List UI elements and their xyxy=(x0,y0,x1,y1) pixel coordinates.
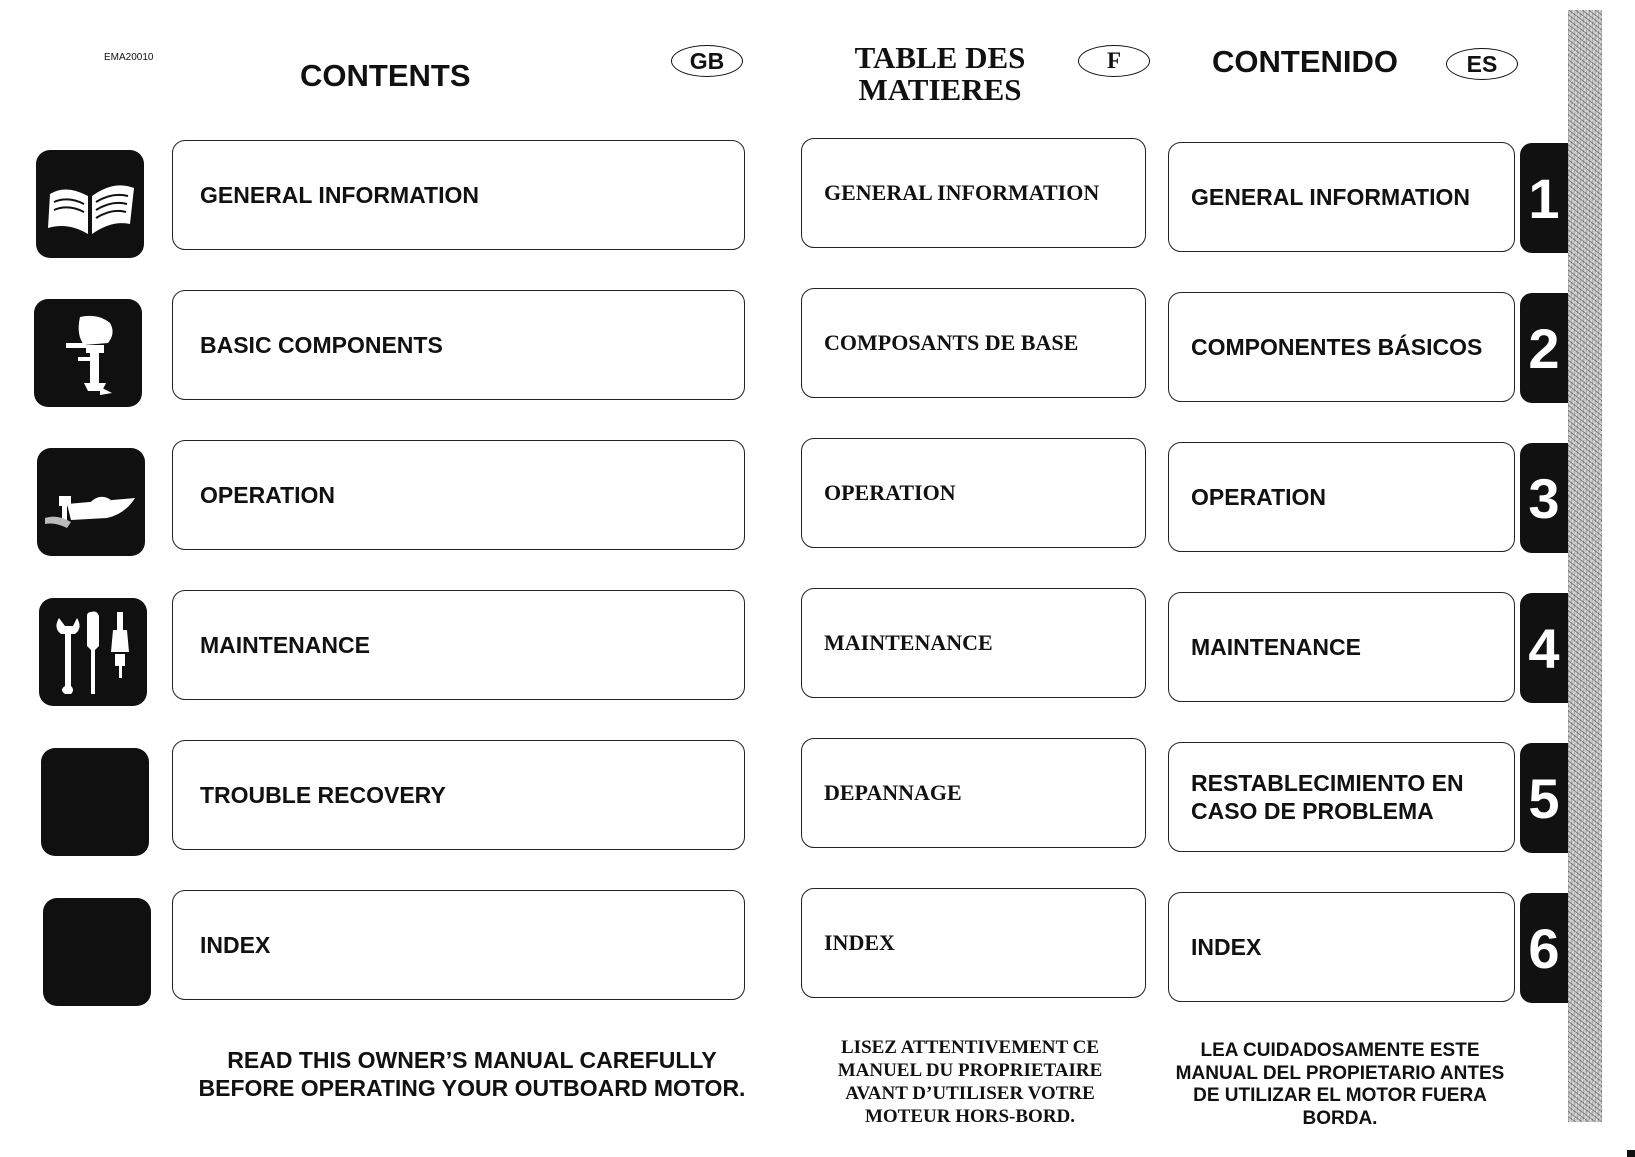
dark-blank-icon xyxy=(41,748,149,856)
section-box-gb-2[interactable] xyxy=(172,290,745,400)
section-label-gb: INDEX xyxy=(200,931,271,958)
section-label-fr: GENERAL INFORMATION xyxy=(824,180,1100,205)
section-box-fr-2[interactable] xyxy=(801,288,1146,398)
section-label-fr: COMPOSANTS DE BASE xyxy=(824,330,1079,355)
section-tab-2[interactable]: 2 xyxy=(1520,293,1568,403)
page-edge-texture xyxy=(1568,10,1602,1122)
section-label-fr: OPERATION xyxy=(824,480,956,505)
section-label-es: INDEX xyxy=(1191,934,1262,960)
section-tab-6[interactable]: 6 xyxy=(1520,893,1568,1003)
language-badge-es: ES xyxy=(1446,48,1518,80)
section-box-gb-1[interactable] xyxy=(172,140,745,250)
section-box-gb-6[interactable] xyxy=(172,890,745,1000)
section-tab-1[interactable]: 1 xyxy=(1520,143,1568,253)
section-label-gb: OPERATION xyxy=(200,481,336,508)
section-box-es-1[interactable] xyxy=(1168,142,1515,252)
header-title-fr: TABLE DES MATIERES xyxy=(854,40,1026,107)
section-label-gb: TROUBLE RECOVERY xyxy=(200,781,446,808)
section-label-gb: BASIC COMPONENTS xyxy=(200,331,443,358)
section-box-gb-3[interactable] xyxy=(172,440,745,550)
section-box-gb-4[interactable] xyxy=(172,590,745,700)
document-code: EMA20010 xyxy=(104,52,154,63)
section-box-es-3[interactable] xyxy=(1168,442,1515,552)
footer-note-fr: LISEZ ATTENTIVEMENT CE MANUEL DU PROPRIETAIRE AVANT D’UTILISER VOTRE MOTEUR HORS-BORD. xyxy=(837,1037,1103,1124)
section-label-es: COMPONENTES BÁSICOS xyxy=(1191,334,1483,360)
section-tab-4[interactable]: 4 xyxy=(1520,593,1568,703)
section-box-fr-6[interactable] xyxy=(801,888,1146,998)
footer-note-es: LEA CUIDADOSAMENTE ESTE MANUAL DEL PROPIETARIO ANTES DE UTILIZAR EL MOTOR FUERA BORDA. xyxy=(1175,1040,1505,1124)
section-box-gb-5[interactable] xyxy=(172,740,745,850)
section-box-es-5[interactable] xyxy=(1168,742,1515,852)
section-label-es: OPERATION xyxy=(1191,484,1327,510)
section-label-gb: GENERAL INFORMATION xyxy=(200,181,479,208)
section-label-es: RESTABLECIMIENTO EN CASO DE PROBLEMA xyxy=(1191,770,1464,824)
header-title-gb: CONTENTS xyxy=(300,58,471,93)
dark-blank-icon xyxy=(43,898,151,1006)
section-box-fr-3[interactable] xyxy=(801,438,1146,548)
section-box-fr-1[interactable] xyxy=(801,138,1146,248)
section-label-es: GENERAL INFORMATION xyxy=(1191,184,1470,210)
section-tab-5[interactable]: 5 xyxy=(1520,743,1568,853)
tools-icon xyxy=(39,598,147,706)
book-icon xyxy=(36,150,144,258)
language-badge-fr: F xyxy=(1078,45,1150,77)
section-box-es-2[interactable] xyxy=(1168,292,1515,402)
section-label-fr: INDEX xyxy=(824,930,895,955)
scan-mark xyxy=(1627,1150,1635,1157)
language-badge-gb: GB xyxy=(671,45,743,77)
boat-icon xyxy=(37,448,145,556)
section-label-gb: MAINTENANCE xyxy=(200,631,370,658)
outboard-motor-icon xyxy=(34,299,142,407)
section-box-es-6[interactable] xyxy=(1168,892,1515,1002)
section-box-fr-5[interactable] xyxy=(801,738,1146,848)
header-title-es: CONTENIDO xyxy=(1212,44,1398,79)
section-label-fr: MAINTENANCE xyxy=(824,630,993,655)
section-label-es: MAINTENANCE xyxy=(1191,634,1361,660)
section-box-fr-4[interactable] xyxy=(801,588,1146,698)
section-box-es-4[interactable] xyxy=(1168,592,1515,702)
section-label-fr: DEPANNAGE xyxy=(824,780,962,805)
section-tab-3[interactable]: 3 xyxy=(1520,443,1568,553)
footer-note-gb: READ THIS OWNER’S MANUAL CAREFULLY BEFORE OPERATING YOUR OUTBOARD MOTOR. xyxy=(198,1047,746,1101)
